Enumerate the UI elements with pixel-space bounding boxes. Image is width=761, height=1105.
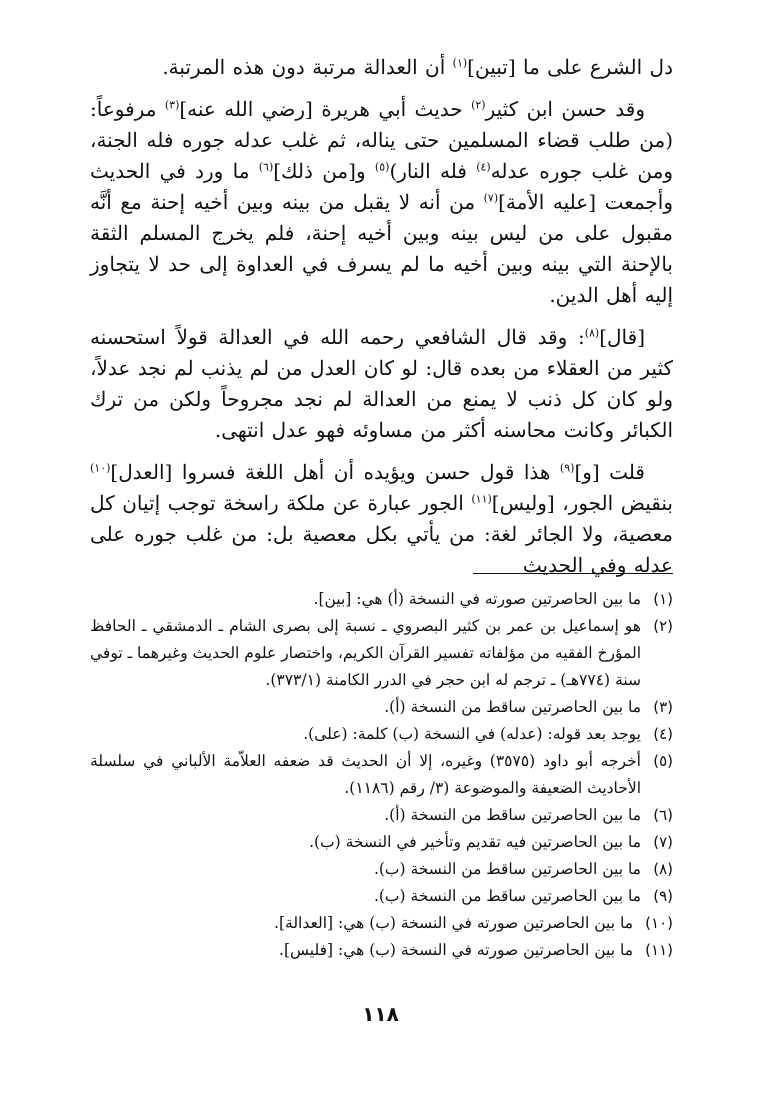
footnote-ref: (١) (452, 56, 468, 70)
footnote-item (90, 586, 673, 613)
footnote-item (90, 883, 673, 910)
footnote-ref: (١١) (471, 492, 492, 506)
text-run: حديث أبي هريرة [رضي الله عنه] (179, 97, 472, 121)
text-run: فله النار) (389, 159, 477, 183)
footnote-number: (٦) (653, 806, 673, 824)
footnote-separator (473, 573, 673, 574)
footnote-text: يوجد بعد قوله: (عدله) في النسخة (ب) كلمة: (على). (303, 725, 641, 743)
footnote-ref: (٣) (164, 98, 180, 112)
footnote-number: (٤) (653, 725, 673, 743)
footnote-ref: (٥) (374, 160, 390, 174)
footnote-ref: (٤) (476, 160, 491, 174)
text-run: مرفوعاً: (من طلب قضاء المسلمين حتى يناله، ثم غلب عدله جوره فله الجنة، ومن غلب جوره عدله (90, 97, 674, 183)
footnote-number: (٨) (653, 860, 673, 878)
footnote-ref: (٩) (559, 461, 575, 475)
footnote-ref: (٢) (471, 98, 486, 112)
text-run: قلت [و] (574, 460, 645, 484)
footnote-ref: (٨) (584, 326, 600, 340)
text-run: دل الشرع على ما [تبين] (467, 55, 673, 79)
footnote-item (90, 829, 673, 856)
footnote-text: ما بين الحاصرتين ساقط من النسخة (أ). (384, 806, 641, 824)
text-run: هذا قول حسن ويؤيده أن أهل اللغة فسروا [العدل] (110, 460, 560, 484)
paragraph-3 (90, 322, 673, 446)
footnote-text: ما بين الحاصرتين صورته في النسخة (أ) هي: [بين]. (313, 590, 641, 608)
main-text (90, 52, 673, 581)
footnote-number: (١٠) (645, 914, 673, 932)
footnote-number: (٥) (653, 752, 673, 770)
text-run: وقد حسن ابن كثير (485, 97, 645, 121)
footnote-text: ما بين الحاصرتين ساقط من النسخة (ب). (373, 860, 641, 878)
footnote-number: (٧) (653, 833, 673, 851)
page-number: ١١٨ (362, 1002, 399, 1026)
footnote-item (90, 694, 673, 721)
footnote-item (90, 937, 673, 964)
footnote-ref: (١٠) (90, 461, 111, 475)
footnote-text: أخرجه أبو داود (٣٥٧٥) وغيره، إلا أن الحديث قد ضعفه العلاّمة الألباني في سلسلة الأحاديث الضعيفة والموضوعة (٣/ رقم (١١٨٦). (90, 752, 641, 797)
footnote-ref: (٦) (258, 160, 274, 174)
paragraph-1 (90, 52, 673, 83)
footnote-text: هو إسماعيل بن عمر بن كثير البصروي ـ نسبة إلى بصرى الشام ـ الدمشقي ـ الحافظ المؤرخ الفقيه من مؤلفاته تفسير القرآن الكريم، واختصار علوم الحديث وغيرهما ـ توفي سنة (٧٧٤هـ) ـ ترجم له ابن حجر في الدرر الكامنة (٣٧٣/١). (90, 617, 641, 689)
text-run: [قال] (599, 325, 645, 349)
footnote-text: ما بين الحاصرتين صورته في النسخة (ب) هي: [فليس]. (279, 941, 633, 959)
text-run: من أنه لا يقبل من بينه وبين أخيه إحنة مع أنَّه مقبول على من ليس بينه وبين أخيه إحنة، فلم يخرج المسلم الثقة بالإحنة التي بينه وبين أخيه ما لم يسرف في العداوة إلى حد لا يتجاوز إليه أهل الدين. (90, 190, 674, 307)
footnotes (90, 586, 673, 964)
footnote-number: (٩) (653, 887, 673, 905)
footnote-number: (١) (653, 590, 673, 608)
footnote-text: ما بين الحاصرتين ساقط من النسخة (أ). (384, 698, 641, 716)
text-run: أن العدالة مرتبة دون هذه المرتبة. (162, 55, 453, 79)
footnote-item (90, 613, 673, 694)
text-run: ما ورد في الحديث وأجمعت [عليه الأمة] (90, 159, 673, 214)
footnote-item (90, 802, 673, 829)
paragraph-4 (90, 457, 673, 581)
footnote-item (90, 748, 673, 802)
text-run: بنقيض الجور، [وليس] (491, 491, 673, 515)
footnote-number: (٢) (653, 617, 673, 635)
footnote-item (90, 910, 673, 937)
text-run: الجور عبارة عن ملكة راسخة توجب إتيان كل معصية، ولا الجائر لغة: من يأتي بكل معصية بل: من غلب جوره على عدله وفي الحديث (90, 491, 673, 577)
footnote-ref: (٧) (483, 191, 499, 205)
footnote-item (90, 856, 673, 883)
text-run: و[من ذلك] (273, 159, 375, 183)
footnote-text: ما بين الحاصرتين فيه تقديم وتأخير في النسخة (ب). (309, 833, 641, 851)
text-run: : وقد قال الشافعي رحمه الله في العدالة قولاً استحسنه كثير من العقلاء من بعده قال: لو كان العدل من لم يذنب لم نجد عدلاً، ولو كان كل ذنب لا يمنع من العدالة لم نجد مجروحاً ولكن من ترك الكبائر وكانت محاسنه أكثر من مساوئه فهو عدل انتهى. (90, 325, 673, 442)
paragraph-2 (90, 94, 673, 311)
footnote-item (90, 721, 673, 748)
footnote-text: ما بين الحاصرتين ساقط من النسخة (ب). (373, 887, 641, 905)
footnote-number: (١١) (645, 941, 673, 959)
footnote-number: (٣) (653, 698, 673, 716)
footnote-text: ما بين الحاصرتين صورته في النسخة (ب) هي: [العدالة]. (274, 914, 633, 932)
